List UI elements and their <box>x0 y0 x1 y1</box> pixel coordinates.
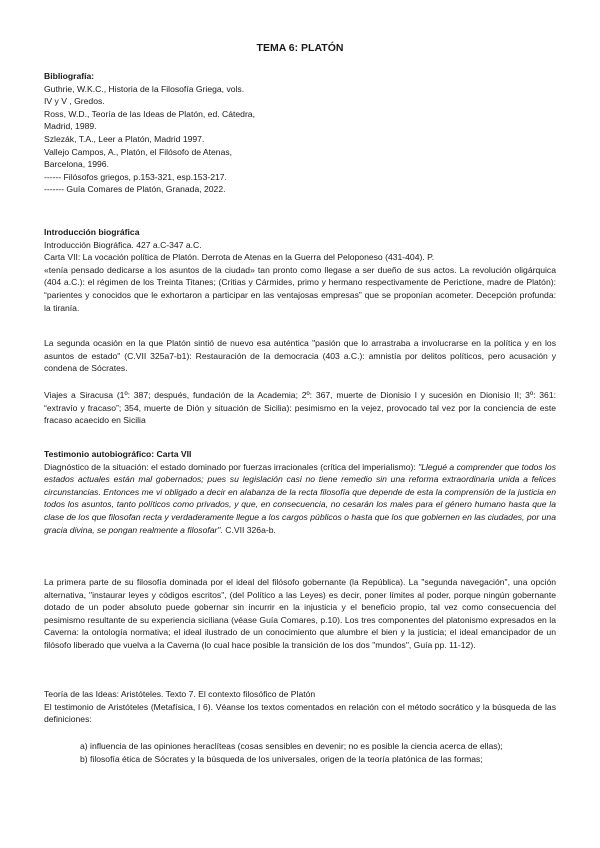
testimony-paragraph-2: La primera parte de su filosofía dominada por el ideal del filósofo gobernante (la República). La "segunda navegación", una opción alternativa, "instaurar leyes y códigos escritos", (del Político a las Leyes) es decir, poner límites al poder, porque ningún gobernante dotado de un poder absoluto puede gobernar sin incurrir en la injusticia y el beneficio propio, tal vez como consecuencia del pesimismo resultante de su experiencia siciliana (véase Guía Comares, p.10). Los tres componentes del platonismo expresados en la Caverna: la ontología normativa; el ideal ilustrado de un conocimiento que alumbre el bien y la justicia; el ideal emancipador de un filósofo liberado que vuelva a la Caverna (lo cual hace posible la transición de los dos "mundos", Guía pp. 11-12). <box>44 577 556 650</box>
bibliography-line: Vallejo Campos, A., Platón, el Filósofo de Atenas, <box>44 146 233 157</box>
bibliography-line: ------- Guía Comares de Platón, Granada, 2022. <box>44 184 226 195</box>
bibliography-line: Ross, W.D., Teoría de las Ideas de Platón, ed. Cátedra, <box>44 108 255 119</box>
bibliography-line: Madrid, 1989. <box>44 121 97 132</box>
intro-carta-line: Carta VII: La vocación política de Platón. Derrota de Atenas en la Guerra del Peloponeso (431-404). P. <box>44 252 435 263</box>
page-title: TEMA 6: PLATÓN <box>256 42 344 54</box>
ideas-heading-line: Teoría de las Ideas: Aristóteles. Texto 7. El contexto filosófico de Platón <box>44 689 316 699</box>
ideas-paragraph: El testimonio de Aristóteles (Metafísica, I 6). Véanse los textos comentados en relación con el método socrático y la búsqueda de las definiciones: <box>44 701 556 725</box>
intro-paragraph-3: Viajes a Siracusa (1º: 387; después, fundación de la Academia; 2º: 367, muerte de Dionisio I y sucesión en Dionisio II; 3º: 361: “extravío y fracaso”; 354, muerte de Dión y situación de Sicilia): pesimismo en la vejez, provocado tal vez por la conciencia de este fracaso acaecido en Sicilia <box>44 390 556 426</box>
ideas-section <box>44 688 556 726</box>
intro-dates: Introducción Biográfica. 427 a.C-347 a.C. <box>44 239 202 250</box>
bibliography-heading: Bibliografía: <box>44 71 95 81</box>
testimony-reference: C.VII 326a-b. <box>222 524 276 535</box>
testimony-section <box>44 448 556 536</box>
intro-paragraph: «tenía pensado dedicarse a los asuntos de la ciudad» tan pronto como llegase a ser dueño de sus actos. La revolución oligárquica (404 a.C.): el régimen de los Treinta Titanes; (Critias y Cármides, primo y hermano respectivamente de Perictíone, madre de Platón): “parientes y conocidos que le exhortaron a participar en las ventajosas empresas” que se proponían acometer. Decepción profunda: la tiranía. <box>44 264 556 313</box>
bibliography-line: Guthrie, W.K.C., Historia de la Filosofía Griega, vols. <box>44 83 245 94</box>
ideas-list <box>80 740 556 765</box>
intro-paragraph-2: La segunda ocasión en la que Platón sintió de nuevo esa auténtica "pasión que lo arrastraba a involucrarse en la política y en los asuntos de estado" (C.VII 325a7-b1): Restauración de la democracia (403 a.C.): amnistía por delitos políticos, pero acusación y condena de Sócrates. <box>44 338 556 374</box>
bibliography-line: IV y V , Gredos. <box>44 96 105 107</box>
testimony-quote: "Llegué a comprender que todos los estados actuales están mal gobernados; pues su legislación casi no tiene remedio sin una reforma extraordinaria unida a felices circunstancias. Entonces me vi obligado a decir en alabanza de la recta filosofía que depende de esta la comprensión de la justicia en todos los asuntos, tanto políticos como privados, y que, en consecuencia, no cesarán los males para el género humano hasta que la clase de los que filosofan recta y verdaderamente llegue a los cargos públicos o hasta que los que gobiernen en las ciudades, por una gracia divina, se pongan realmente a filosofar". <box>44 461 556 535</box>
list-item: b) filosofía ética de Sócrates y la búsqueda de los universales, origen de la teoría platónica de las formas; <box>80 753 483 764</box>
testimony-heading: Testimonio autobiográfico: Carta VII <box>44 449 192 459</box>
bibliography-line: Barcelona, 1996. <box>44 159 109 170</box>
testimony-paragraph <box>44 461 556 537</box>
bibliography-line: ------ Filósofos griegos, p.153-321, esp.153-217. <box>44 171 227 182</box>
bibliography-line: Szlezák, T.A., Leer a Platón, Madrid 1997. <box>44 133 205 144</box>
testimony-lead: Diagnóstico de la situación: el estado dominado por fuerzas irracionales (crítica del imperialismo): <box>44 461 419 472</box>
intro-section <box>44 226 556 314</box>
list-item: a) influencia de las opiniones heraclíteas (cosas sensibles en devenir; no es posible la ciencia acerca de ellas); <box>80 741 503 751</box>
bibliography-section <box>44 70 556 196</box>
intro-heading: Introducción biográfica <box>44 227 140 237</box>
